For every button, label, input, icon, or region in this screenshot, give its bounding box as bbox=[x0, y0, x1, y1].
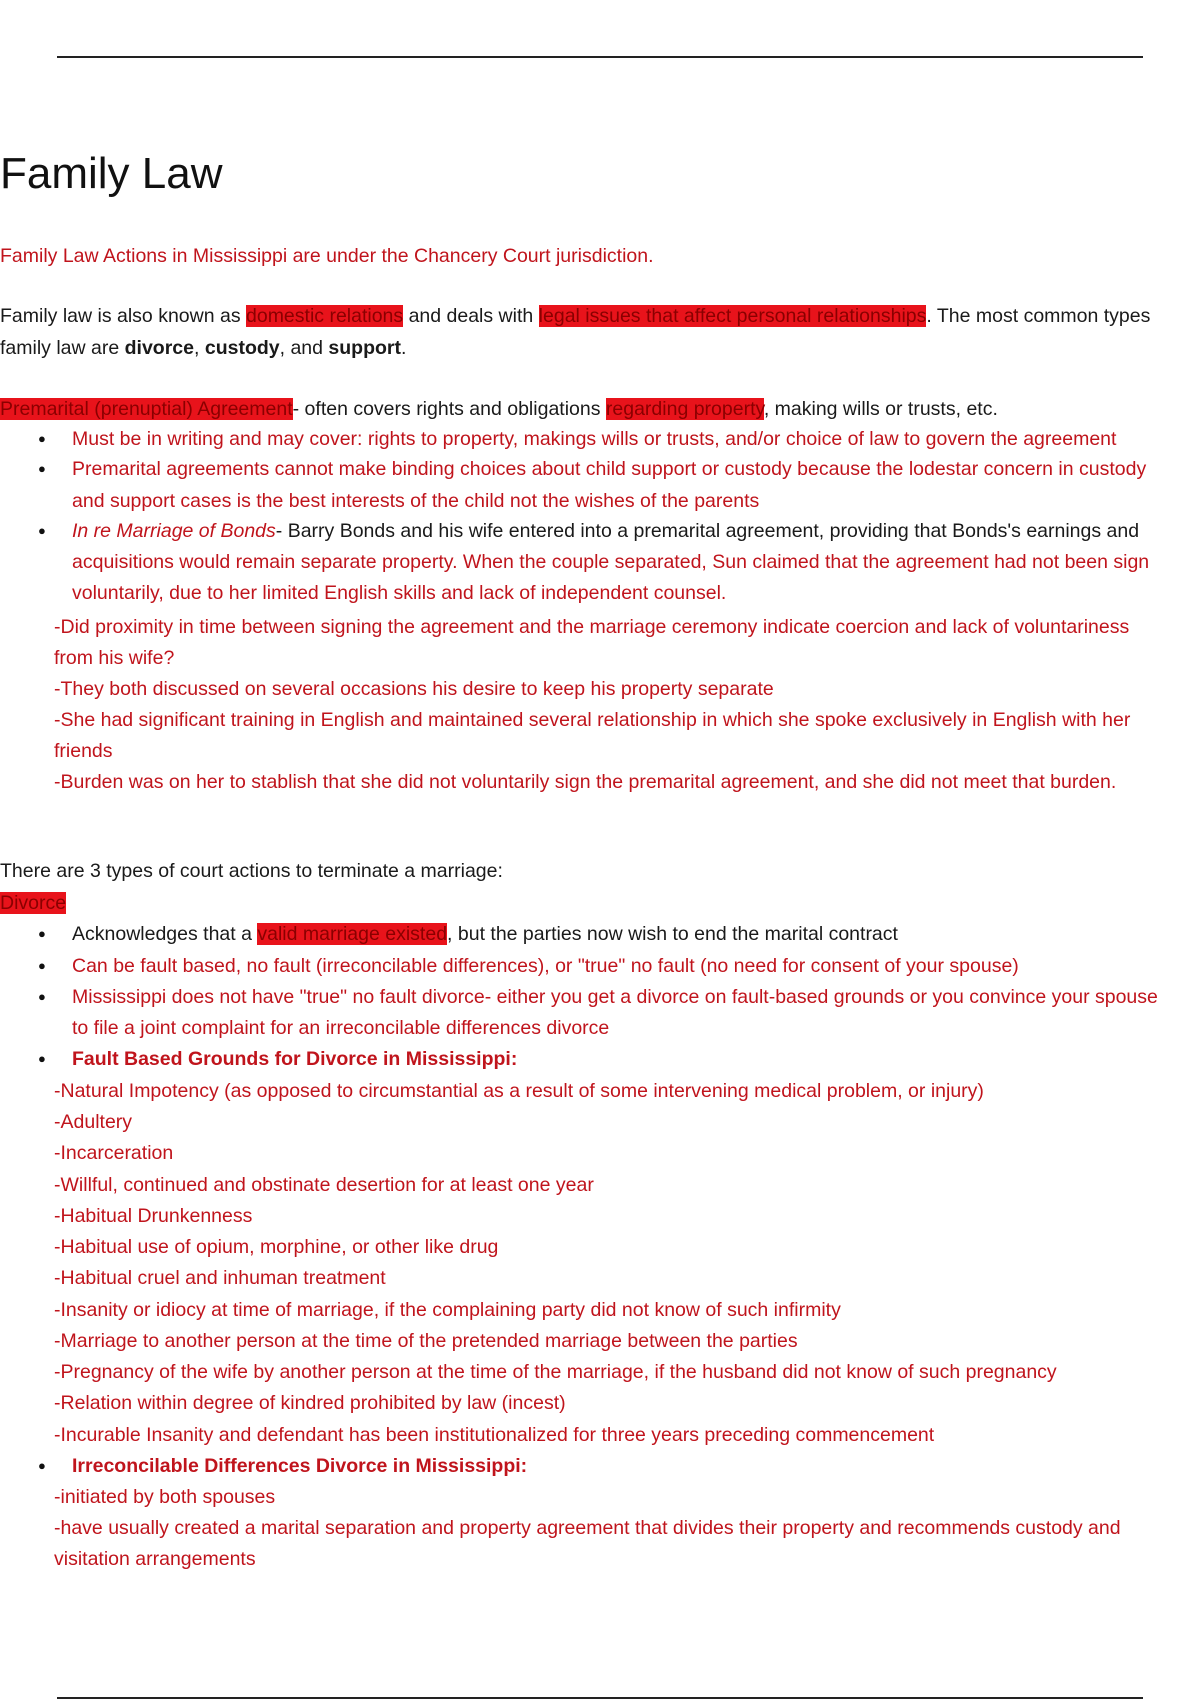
bullet-item: ● Premarital agreements cannot make binding choices about child support or custody because the lodestar concern in custody bbox=[72, 457, 1146, 481]
overview-text: . The most common types bbox=[926, 305, 1151, 327]
overview-text: , and bbox=[279, 337, 329, 359]
fault-grounds-heading: ● Fault Based Grounds for Divorce in Mississippi: bbox=[72, 1047, 517, 1071]
case-text: - Barry Bonds and his wife entered into a premarital agreement, providing that Bonds's earnings and bbox=[275, 520, 1140, 542]
premarital-text: - often covers rights and obligations bbox=[292, 398, 606, 420]
ground-item: -Pregnancy of the wife by another person at the time of the marriage, if the husband did not know of such pregnancy bbox=[54, 1361, 1057, 1383]
intro-line: Family Law Actions in Mississippi are under the Chancery Court jurisdiction. bbox=[0, 245, 654, 267]
bullet-text: , but the parties now wish to end the marital contract bbox=[447, 923, 898, 945]
top-rule bbox=[57, 56, 1143, 58]
sub-point: -Burden was on her to stablish that she did not voluntarily sign the premarital agreement, and she did not meet that burden. bbox=[54, 771, 1117, 793]
term-custody: custody bbox=[204, 337, 280, 359]
sub-point: -They both discussed on several occasions his desire to keep his property separate bbox=[54, 678, 774, 700]
highlight-regarding-property: regarding property bbox=[605, 398, 764, 420]
premarital-text: , making wills or trusts, etc. bbox=[763, 398, 998, 420]
sub-point: -have usually created a marital separation and property agreement that divides their property and recommends custody and bbox=[54, 1517, 1121, 1539]
overview-text: and deals with bbox=[403, 305, 539, 327]
ground-item: -Marriage to another person at the time of the pretended marriage between the parties bbox=[54, 1330, 798, 1352]
overview-text: Family law is also known as bbox=[0, 305, 246, 327]
overview-text: , bbox=[194, 337, 205, 359]
overview-line-1 bbox=[0, 304, 1150, 328]
bullet-continuation: to file a joint complaint for an irreconcilable differences divorce bbox=[72, 1017, 610, 1039]
ground-item: -Natural Impotency (as opposed to circumstantial as a result of some intervening medical problem, or injury) bbox=[54, 1080, 984, 1102]
overview-line-2 bbox=[0, 336, 406, 360]
bullet-item: ● Can be fault based, no fault (irreconcilable differences), or "true" no fault (no need for consent of your spouse) bbox=[72, 954, 1019, 978]
bottom-rule bbox=[57, 1697, 1143, 1699]
ground-item: -Incurable Insanity and defendant has been institutionalized for three years preceding commencement bbox=[54, 1424, 935, 1446]
ground-item: -Relation within degree of kindred prohibited by law (incest) bbox=[54, 1392, 566, 1414]
sub-point: -Did proximity in time between signing the agreement and the marriage ceremony indicate coercion and lack of voluntariness bbox=[54, 616, 1130, 638]
ground-item: -Habitual cruel and inhuman treatment bbox=[54, 1267, 386, 1289]
case-name: In re Marriage of Bonds bbox=[72, 520, 276, 542]
sub-point: visitation arrangements bbox=[54, 1548, 256, 1570]
term-support: support bbox=[328, 337, 401, 359]
court-actions-intro: There are 3 types of court actions to terminate a marriage: bbox=[0, 860, 503, 882]
ground-item: -Adultery bbox=[54, 1111, 133, 1133]
sub-point: friends bbox=[54, 740, 113, 762]
overview-text: family law are bbox=[0, 337, 125, 359]
bullet-item: ● Mississippi does not have "true" no fault divorce- either you get a divorce on fault-based grounds or you convince your spouse bbox=[72, 985, 1158, 1009]
divorce-heading-line bbox=[0, 891, 66, 915]
page-title: Family Law bbox=[0, 149, 223, 198]
irreconcilable-heading: ● Irreconcilable Differences Divorce in Mississippi: bbox=[72, 1454, 527, 1478]
divorce-heading: Divorce bbox=[0, 892, 67, 914]
ground-item: -Habitual use of opium, morphine, or other like drug bbox=[54, 1236, 499, 1258]
bullet-item bbox=[72, 922, 898, 946]
premarital-heading: Premarital (prenuptial) Agreement bbox=[0, 398, 293, 420]
sub-point: -She had significant training in English and maintained several relationship in which she spoke exclusively in English with her bbox=[54, 709, 1131, 731]
bullet-item bbox=[72, 519, 1139, 543]
highlight-valid-marriage: valid marriage existed bbox=[257, 923, 448, 945]
ground-item: -Habitual Drunkenness bbox=[54, 1205, 253, 1227]
ground-item: -Willful, continued and obstinate desertion for at least one year bbox=[54, 1174, 594, 1196]
sub-point: -initiated by both spouses bbox=[54, 1486, 276, 1508]
bullet-text: Acknowledges that a bbox=[72, 923, 258, 945]
highlight-legal-issues: legal issues that affect personal relationships bbox=[538, 305, 927, 327]
bullet-continuation: and support cases is the best interests of the child not the wishes of the parents bbox=[72, 490, 760, 512]
sub-point: from his wife? bbox=[54, 647, 175, 669]
bullet-item: ● Must be in writing and may cover: rights to property, makings wills or trusts, and/or choice of law to govern the agreement bbox=[72, 427, 1116, 451]
ground-item: -Insanity or idiocy at time of marriage, if the complaining party did not know of such infirmity bbox=[54, 1299, 841, 1321]
highlight-domestic-relations: domestic relations bbox=[246, 305, 404, 327]
bullet-continuation: acquisitions would remain separate property. When the couple separated, Sun claimed that the agreement had not been sign bbox=[72, 551, 1150, 573]
premarital-heading-line bbox=[0, 397, 998, 421]
bullet-continuation: voluntarily, due to her limited English skills and lack of independent counsel. bbox=[72, 582, 727, 604]
term-divorce: divorce bbox=[124, 337, 194, 359]
ground-item: -Incarceration bbox=[54, 1142, 174, 1164]
overview-text: . bbox=[400, 337, 407, 359]
